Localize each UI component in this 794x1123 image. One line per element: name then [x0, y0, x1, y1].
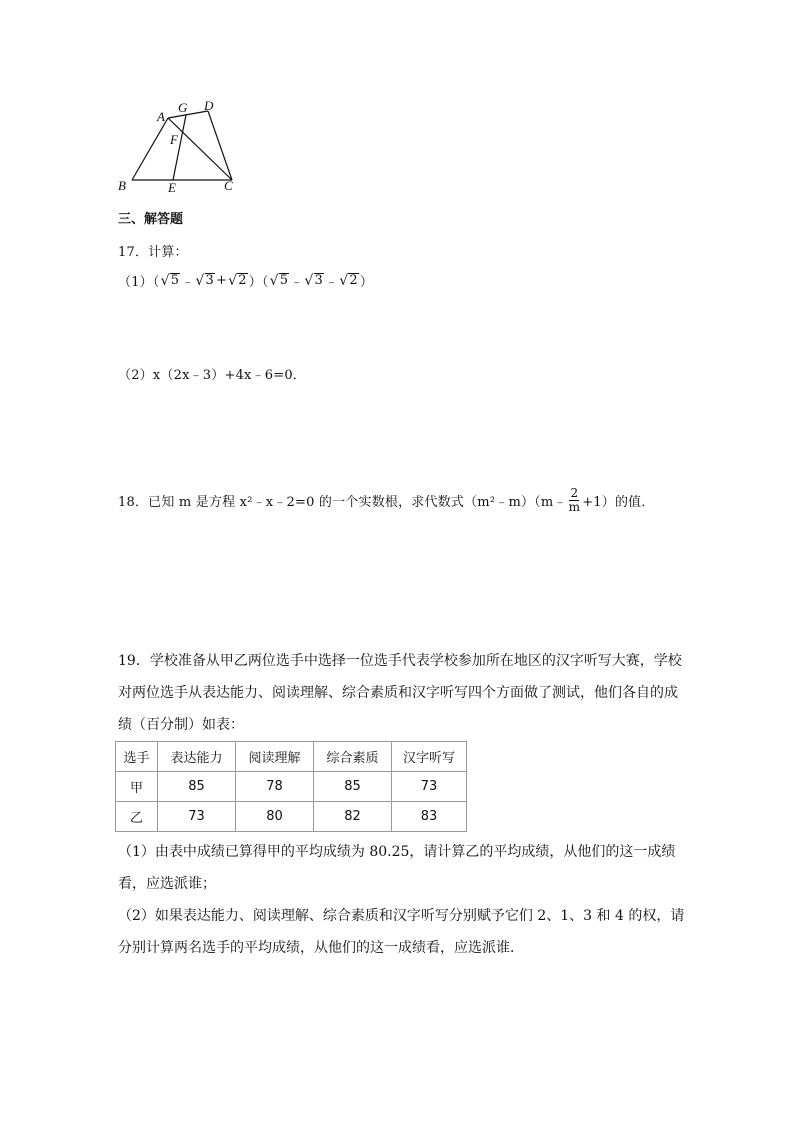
paren-mid: ）（	[248, 275, 269, 290]
operator: ﹣	[290, 275, 304, 290]
section-heading: 三、解答题	[118, 212, 184, 227]
q19-line3: 绩（百分制）如表：	[118, 717, 244, 733]
label-c: C	[224, 178, 233, 193]
sqrt-3-b: √ 3	[304, 272, 324, 289]
paren-end: ）	[359, 275, 374, 290]
q17-part2: （2）x（2x﹣3）+4x﹣6=0．	[118, 368, 307, 383]
header-cell: 综合素质	[314, 742, 392, 772]
operator: ﹣	[325, 275, 339, 290]
q17-part1-label: （1）（	[118, 275, 160, 290]
table-cell: 85	[314, 772, 392, 802]
q18-prefix: 18．已知 m 是方程 x²﹣x﹣2=0 的一个实数根，求代数式（m²﹣m）（m﹣	[118, 495, 567, 511]
table-cell: 甲	[116, 772, 158, 802]
table-cell: 73	[392, 772, 467, 802]
q19-sub1-line1: （1）由表中成绩已算得甲的平均成绩为 80.25，请计算乙的平均成绩，从他们的这一成绩	[118, 844, 676, 860]
table-cell: 73	[158, 802, 236, 832]
geometry-figure	[112, 96, 252, 198]
label-g: G	[178, 100, 188, 115]
table-row	[116, 772, 467, 802]
segment-ba	[132, 118, 168, 180]
fraction-denominator: m	[568, 500, 581, 515]
q18-suffix: +1）的值．	[582, 495, 655, 511]
segment-dc	[208, 111, 232, 180]
q19-line2: 对两位选手从表达能力、阅读理解、综合素质和汉字听写四个方面做了测试，他们各自的成	[118, 685, 678, 701]
header-cell: 阅读理解	[236, 742, 314, 772]
label-d: D	[204, 98, 214, 113]
table-cell: 乙	[116, 802, 158, 832]
header-cell: 表达能力	[158, 742, 236, 772]
q17-part1	[118, 271, 373, 290]
sqrt-3-a: √ 3	[195, 272, 214, 289]
table-cell: 80	[236, 802, 314, 832]
table-header-row	[116, 742, 467, 772]
q19-sub2-line1: （2）如果表达能力、阅读理解、综合素质和汉字听写分别赋予它们 2、1、3 和 4 的权，请	[118, 908, 685, 924]
sqrt-2-b: √ 2	[339, 272, 358, 289]
fraction-2-over-m	[569, 487, 581, 514]
label-b: B	[118, 178, 126, 193]
table-row	[116, 802, 467, 832]
q19-sub2-line2: 分别计算两名选手的平均成绩，从他们的这一成绩看，应选派谁．	[118, 940, 524, 956]
label-a: A	[157, 109, 165, 124]
fraction-numerator: 2	[570, 486, 579, 500]
label-e: E	[168, 180, 176, 195]
table-cell: 85	[158, 772, 236, 802]
sqrt-5-a: √ 5	[160, 272, 180, 289]
sqrt-2-a: √ 2	[228, 272, 247, 289]
q17-title: 17．计算：	[118, 245, 188, 260]
table-cell: 83	[392, 802, 467, 832]
q18	[118, 487, 655, 514]
segment-ac	[168, 118, 232, 180]
table-cell: 78	[236, 772, 314, 802]
q19-sub1-line2: 看，应选派谁；	[118, 876, 216, 892]
label-f: F	[170, 132, 178, 147]
operator: ﹣	[181, 275, 195, 290]
scores-table	[115, 741, 467, 832]
segment-ad	[168, 111, 208, 118]
header-cell: 汉字听写	[392, 742, 467, 772]
table-cell: 82	[314, 802, 392, 832]
header-cell: 选手	[116, 742, 158, 772]
sqrt-5-b: √ 5	[269, 272, 289, 289]
operator: +	[216, 273, 228, 288]
q19-line1: 19．学校准备从甲乙两位选手中选择一位选手代表学校参加所在地区的汉字听写大赛，学校	[118, 653, 682, 669]
